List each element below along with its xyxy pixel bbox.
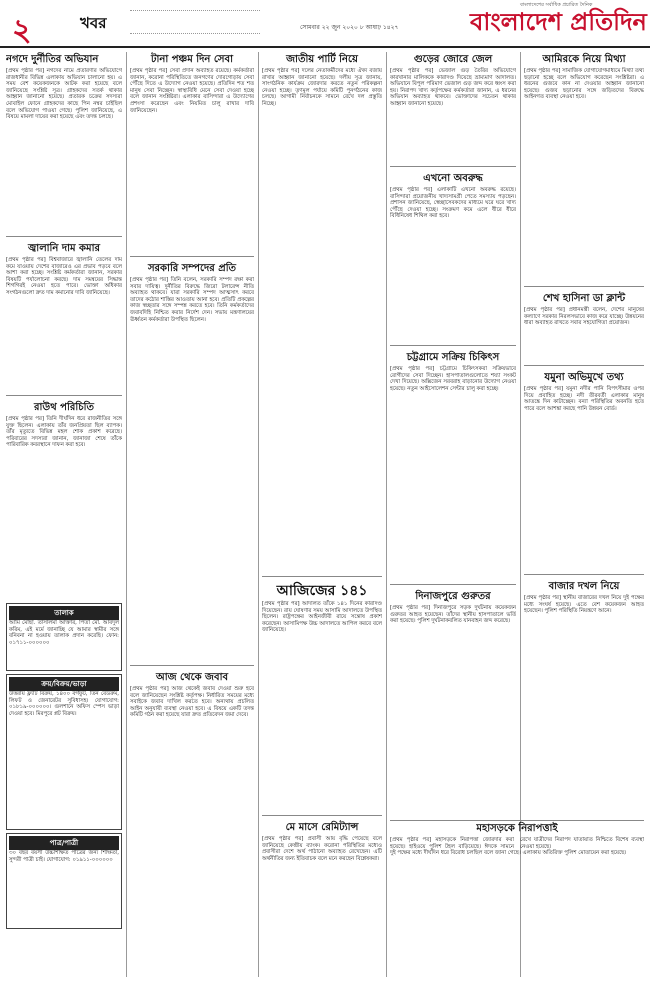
- story-sheikh-hasina: [524, 291, 644, 361]
- headline: আমিরকে নিয়ে মিথ্যা: [542, 54, 626, 65]
- section-name: খবর: [80, 14, 107, 32]
- story-remittance: [262, 820, 382, 970]
- newspaper-logo: বাংলাদেশ প্রতিদিন: [470, 7, 647, 36]
- classified-body: আমি মোছা. তাসলিমা আক্তার, পিতা মো. আবদুল করিম, এই মর্মে জানাচ্ছি যে আমার স্বামীর সঙ্গে বনিবনা না হওয়ায় তালাক প্রদান করেছি। ফোন: ০১৭১১-০০০০০০: [9, 620, 119, 646]
- story-body: [প্রথম পৃষ্ঠার পর] প্রবাসী আয় বৃদ্ধি পেয়েছে বলে জানিয়েছে কেন্দ্রীয় ব্যাংক। করোনা পরিস্থিতির মধ্যেও প্রবাসীরা দেশে অর্থ পাঠানো অব্যাহত রেখেছেন। এটি অর্থনীতির জন্য ইতিবাচক বলে মনে করছেন বিশ্লেষকরা।: [262, 836, 382, 862]
- story-body: দুই পক্ষের মধ্যে দীর্ঘদিন ধরে বিরোধ চলছিল বলে জানা গেছে। এলাকায় অতিরিক্ত পুলিশ মোতায়েন করা হয়েছে।: [390, 850, 627, 857]
- story-body: [প্রথম পৃষ্ঠার পর] স্থানীয় বাজারের দখল নিয়ে দুই পক্ষের মধ্যে সংঘর্ষ হয়েছে। এতে বেশ কয়েকজন আহত হয়েছেন। পুলিশ পরিস্থিতি নিয়ন্ত্রণে আনে।: [524, 595, 644, 615]
- headline: আজ থেকে জবাব: [155, 672, 229, 683]
- divider: [262, 815, 382, 816]
- story-body: [প্রথম পৃষ্ঠার পর] চট্টগ্রামে চিকিৎসকরা সক্রিয়ভাবে রোগীদের সেবা দিচ্ছেন। হাসপাতালগুলোতে শয্যা সংকট দেখা দিয়েছে। অক্সিজেন সরবরাহ বাড়ানোর উদ্যোগ নেওয়া হয়েছে। নতুন আইসোলেশন সেন্টার চালু করা হচ্ছে।: [390, 366, 516, 392]
- story-body: [প্রথম পৃষ্ঠার পর] তিনি দীর্ঘদিন ধরে রাজনীতির সঙ্গে যুক্ত ছিলেন। এলাকায় তাঁর জনপ্রিয়তা ছিল ব্যাপক। তাঁর মৃত্যুতে বিভিন্ন মহল শোক প্রকাশ করেছে। পরিবারের সদস্যরা জানান, জানাজা শেষে তাঁকে পারিবারিক কবরস্থানে দাফন করা হবে।: [6, 416, 122, 449]
- story-jamuna: [524, 370, 644, 570]
- classified-title: পাত্র/পাত্রী: [9, 836, 119, 850]
- story-body: [প্রথম পৃষ্ঠার পর] ভেজাল গুড় তৈরির অভিযোগে কারখানার মালিককে কারাদণ্ড দিয়েছে ভ্রাম্যমাণ আদালত। অভিযানে বিপুল পরিমাণ ভেজাল গুড় জব্দ করে ধ্বংস করা হয়। নিরাপদ খাদ্য কর্তৃপক্ষের কর্মকর্তারা জানান, এ ধরনের অভিযান অব্যাহত থাকবে। ভোক্তাদের সচেতন থাকার আহ্বান জানানো হয়েছে।: [390, 68, 516, 107]
- story-body: [প্রথম পৃষ্ঠার পর] আদালত তাঁকে ১৪১ দিনের কারাদণ্ড দিয়েছেন। রায় ঘোষণার সময় আসামি আদালতে উপস্থিত ছিলেন। রাষ্ট্রপক্ষের আইনজীবী রায়ে সন্তোষ প্রকাশ করেছেন। আসামিপক্ষ উচ্চ আদালতে আপিল করবে বলে জানিয়েছে।: [262, 601, 382, 634]
- story-body: [প্রথম পৃষ্ঠার পর] আজ থেকেই জবাব দেওয়া শুরু হবে বলে জানিয়েছেন সংশ্লিষ্ট কর্তৃপক্ষ। নির্ধারিত সময়ের মধ্যে সবাইকে জবাব দাখিল করতে হবে। অন্যথায় প্রচলিত আইন অনুযায়ী ব্যবস্থা নেওয়া হবে। এ বিষয়ে একটি তদন্ত কমিটি গঠন করা হয়েছে যারা দ্রুত প্রতিবেদন জমা দেবে।: [130, 686, 254, 719]
- headline: বাজার দখল নিয়ে: [548, 581, 620, 592]
- divider: [524, 365, 644, 366]
- story-body: [প্রথম পৃষ্ঠার পর] এলাকাটি এখনো অবরুদ্ধ রয়েছে। বাসিন্দারা প্রয়োজনীয় খাদ্যসামগ্রী পেতে সমস্যায় পড়ছেন। প্রশাসন জানিয়েছে, স্বেচ্ছাসেবকদের মাধ্যমে ঘরে ঘরে খাদ্য পৌঁছে দেওয়া হচ্ছে। সংক্রমণ কমে এলে ধীরে ধীরে বিধিনিষেধ শিথিল করা হবে।: [390, 187, 516, 220]
- story-body: [প্রথম পৃষ্ঠার পর] যমুনা নদীর পানি বিপৎসীমার ওপর দিয়ে প্রবাহিত হচ্ছে। নদী তীরবর্তী এলাকার মানুষ আতঙ্কে দিন কাটাচ্ছেন। বন্যা পরিস্থিতির অবনতি হতে পারে বলে আশঙ্কা করছে পানি উন্নয়ন বোর্ড।: [524, 386, 644, 412]
- classified-title: ক্রয়/বিক্রয়/ভাড়া: [9, 677, 119, 691]
- divider: [524, 286, 644, 287]
- headline: মে মাসে রেমিট্যান্স: [285, 822, 359, 833]
- divider: [130, 665, 254, 666]
- headline: দিনাজপুরে গুরুতর: [415, 591, 491, 602]
- headline: আজিজের ১৪১: [276, 583, 368, 599]
- column-rule: [126, 52, 127, 977]
- story-nagad: [6, 52, 122, 232]
- story-body: [প্রথম পৃষ্ঠার পর] দলের নেতাকর্মীদের মধ্যে ঐক্য বজায় রাখার আহ্বান জানানো হয়েছে। দলীয় সূত্র জানায়, সাংগঠনিক কার্যক্রম জোরদার করতে নতুন পরিকল্পনা নেওয়া হচ্ছে। তৃণমূল পর্যায়ে কমিটি পুনর্গঠনের কাজ চলছে। আগামী নির্বাচনকে সামনে রেখে দল প্রস্তুতি নিচ্ছে।: [262, 68, 382, 107]
- divider: [130, 256, 254, 257]
- story-reply: [130, 670, 254, 970]
- story-chattogram: [390, 350, 516, 580]
- headline: জাতীয় পার্টি নিয়ে: [286, 54, 358, 65]
- headline: নগদে দুর্নীতির অভিযান: [6, 54, 99, 65]
- story-body: [প্রথম পৃষ্ঠার পর] মহাসড়কে নিরাপত্তা জোরদার করা হয়েছে। হাইওয়ে পুলিশ টহল বাড়িয়েছে। ঈদকে সামনে রেখে যাত্রীদের নিরাপদ যাতায়াত নিশ্চিতে বিশেষ ব্যবস্থা নেওয়া হয়েছে।: [390, 837, 644, 850]
- headline: যমুনা অভিমুখে তথ্য: [544, 372, 624, 383]
- story-lockdown: [390, 171, 516, 341]
- dateline: সোমবার ২২ জুন ২০২০ ৮ আষাঢ় ১৪২৭: [300, 24, 399, 31]
- column-1: [6, 52, 122, 977]
- column-2: [130, 52, 254, 977]
- classified-body: উত্তরায় ফ্ল্যাট বিক্রয়, ১৪০০ বর্গফুট, তিন বেডরুম, লিফট ও জেনারেটর সুবিধাসহ। যোগাযোগ: ০১৮১৯-০০০০০০। গুলশানে অফিস স্পেস ভাড়া দেওয়া হবে। মিরপুরে প্লট বিক্রয়।: [9, 691, 119, 717]
- story-market: [524, 579, 644, 779]
- story-service: [130, 52, 254, 252]
- headline: গুড়ের জোরে জেল: [413, 54, 493, 65]
- story-body: [প্রথম পৃষ্ঠার পর] দিনাজপুরে সড়ক দুর্ঘটনায় কয়েকজন গুরুতর আহত হয়েছেন। তাঁদের স্থানীয় হাসপাতালে ভর্তি করা হয়েছে। পুলিশ দুর্ঘটনাকবলিত যানবাহন জব্দ করেছে।: [390, 605, 516, 625]
- story-body: [প্রথম পৃষ্ঠার পর] সেবা প্রদান অব্যাহত রয়েছে। কর্মকর্তারা জানান, করোনা পরিস্থিতিতে জনগণের দোরগোড়ায় সেবা পৌঁছে দিতে এ উদ্যোগ নেওয়া হয়েছে। প্রতিদিন শত শত মানুষ সেবা নিচ্ছেন। স্বাস্থ্যবিধি মেনে সেবা দেওয়া হচ্ছে বলে জানান সংশ্লিষ্টরা। এলাকার বাসিন্দারা এ উদ্যোগের প্রশংসা করেছেন এবং নিয়মিত চালু রাখার দাবি জানিয়েছেন।: [130, 68, 254, 114]
- story-body: [প্রথম পৃষ্ঠার পর] সামাজিক যোগাযোগমাধ্যমে মিথ্যা তথ্য ছড়ানো হচ্ছে বলে অভিযোগ করেছেন সংশ্লিষ্টরা। এ ধরনের গুজবে কান না দেওয়ার আহ্বান জানানো হয়েছে। গুজব ছড়ানোর সঙ্গে জড়িতদের বিরুদ্ধে আইনগত ব্যবস্থা নেওয়া হবে।: [524, 68, 644, 101]
- divider: [6, 395, 122, 396]
- story-fuel: [6, 241, 122, 391]
- ornament-divider: [130, 10, 260, 34]
- column-rule: [258, 52, 259, 977]
- headline: জ্বালানি দাম কমার: [28, 243, 100, 254]
- headline: সরকারি সম্পদের প্রতি: [147, 263, 237, 274]
- story-body: [প্রথম পৃষ্ঠার পর] প্রধানমন্ত্রী বলেন, দেশের মানুষের কল্যাণে সরকার নিরলসভাবে কাজ করে যাচ্ছে। উন্নয়নের ধারা অব্যাহত রাখতে সবার সহযোগিতা প্রয়োজন।: [524, 307, 644, 327]
- classified-buy-sell: [6, 674, 122, 830]
- story-body: [প্রথম পৃষ্ঠার পর] বিশ্ববাজারে জ্বালানি তেলের দাম কমে যাওয়ায় দেশের বাজারেও এর প্রভাব পড়বে বলে আশা করা হচ্ছে। সংশ্লিষ্ট কর্মকর্তারা জানান, সরকার বিষয়টি পর্যালোচনা করছে। দাম সমন্বয়ের সিদ্ধান্ত শিগগিরই নেওয়া হতে পারে। ভোক্তা অধিকার সংগঠনগুলো দ্রুত দাম কমানোর দাবি জানিয়েছে।: [6, 257, 122, 296]
- classified-talak: [6, 603, 122, 671]
- tagline: বাংলাদেশের সর্বাধিক প্রচারিত দৈনিক: [520, 2, 593, 8]
- headline: রাউথ পরিচিতি: [34, 402, 94, 413]
- divider: [390, 345, 516, 346]
- headline: টানা পঞ্চম দিন সেবা: [151, 54, 233, 65]
- story-aziz: [262, 581, 382, 811]
- headline: মহাসড়কে নিরাপত্তাই: [476, 823, 558, 834]
- story-molasses: [390, 52, 516, 162]
- story-dinajpur: [390, 589, 516, 789]
- headline: এখনো অবরুদ্ধ: [423, 173, 483, 184]
- story-jatiya-party: [262, 52, 382, 572]
- divider: [524, 574, 644, 575]
- column-rule: [386, 52, 387, 977]
- classified-matrimony: [6, 833, 122, 929]
- divider: [390, 584, 516, 585]
- classified-body: ৩০ বছর বয়সী উচ্চশিক্ষিত পাত্রের জন্য শিক্ষিতা, সুন্দরী পাত্রী চাই। যোগাযোগ: ০১৯১১-০০০০০০: [9, 850, 119, 863]
- classified-title: তালাক: [9, 606, 119, 620]
- story-govt-assets: [130, 261, 254, 661]
- masthead: [0, 0, 650, 48]
- story-amir: [524, 52, 644, 282]
- story-profile: [6, 400, 122, 600]
- column-3: [262, 52, 382, 977]
- headline: শেখ হাসিনা ডা ক্লান্ট: [542, 293, 626, 304]
- divider: [6, 236, 122, 237]
- headline: চট্টগ্রামে সক্রিয় চিকিৎস: [406, 352, 500, 363]
- story-highway: [390, 820, 644, 978]
- page-number: ২: [12, 13, 32, 48]
- divider: [262, 576, 382, 577]
- story-body: [প্রথম পৃষ্ঠার পর] নগদের নামে প্রতারণার অভিযোগে রাজধানীর বিভিন্ন এলাকায় অভিযান চালানো হয়। এ সময় বেশ কয়েকজনকে আটক করা হয়েছে বলে জানিয়েছে সংশ্লিষ্ট সূত্র। গ্রাহকদের সতর্ক থাকার আহ্বান জানানো হয়েছে। প্রতারক চক্রের সদস্যরা মোবাইল ফোনে গ্রাহকদের কাছে পিন নম্বর চাইছিল বলে অভিযোগ পাওয়া গেছে। পুলিশ জানিয়েছে, এ বিষয়ে মামলা দায়ের করা হয়েছে এবং তদন্ত চলছে।: [6, 68, 122, 121]
- divider: [390, 166, 516, 167]
- story-body: [প্রথম পৃষ্ঠার পর] তিনি বলেন, সরকারি সম্পদ রক্ষা করা সবার দায়িত্ব। দুর্নীতির বিরুদ্ধে জিরো টলারেন্স নীতি অব্যাহত থাকবে। যারা সরকারি সম্পদ আত্মসাৎ করবে তাদের কঠোর শাস্তির আওতায় আনা হবে। প্রতিটি প্রকল্পের কাজ স্বচ্ছতার সঙ্গে সম্পন্ন করতে হবে। তিনি কর্মকর্তাদের জবাবদিহি নিশ্চিত করার নির্দেশ দেন। সভায় মন্ত্রণালয়ের ঊর্ধ্বতন কর্মকর্তারা উপস্থিত ছিলেন।: [130, 277, 254, 323]
